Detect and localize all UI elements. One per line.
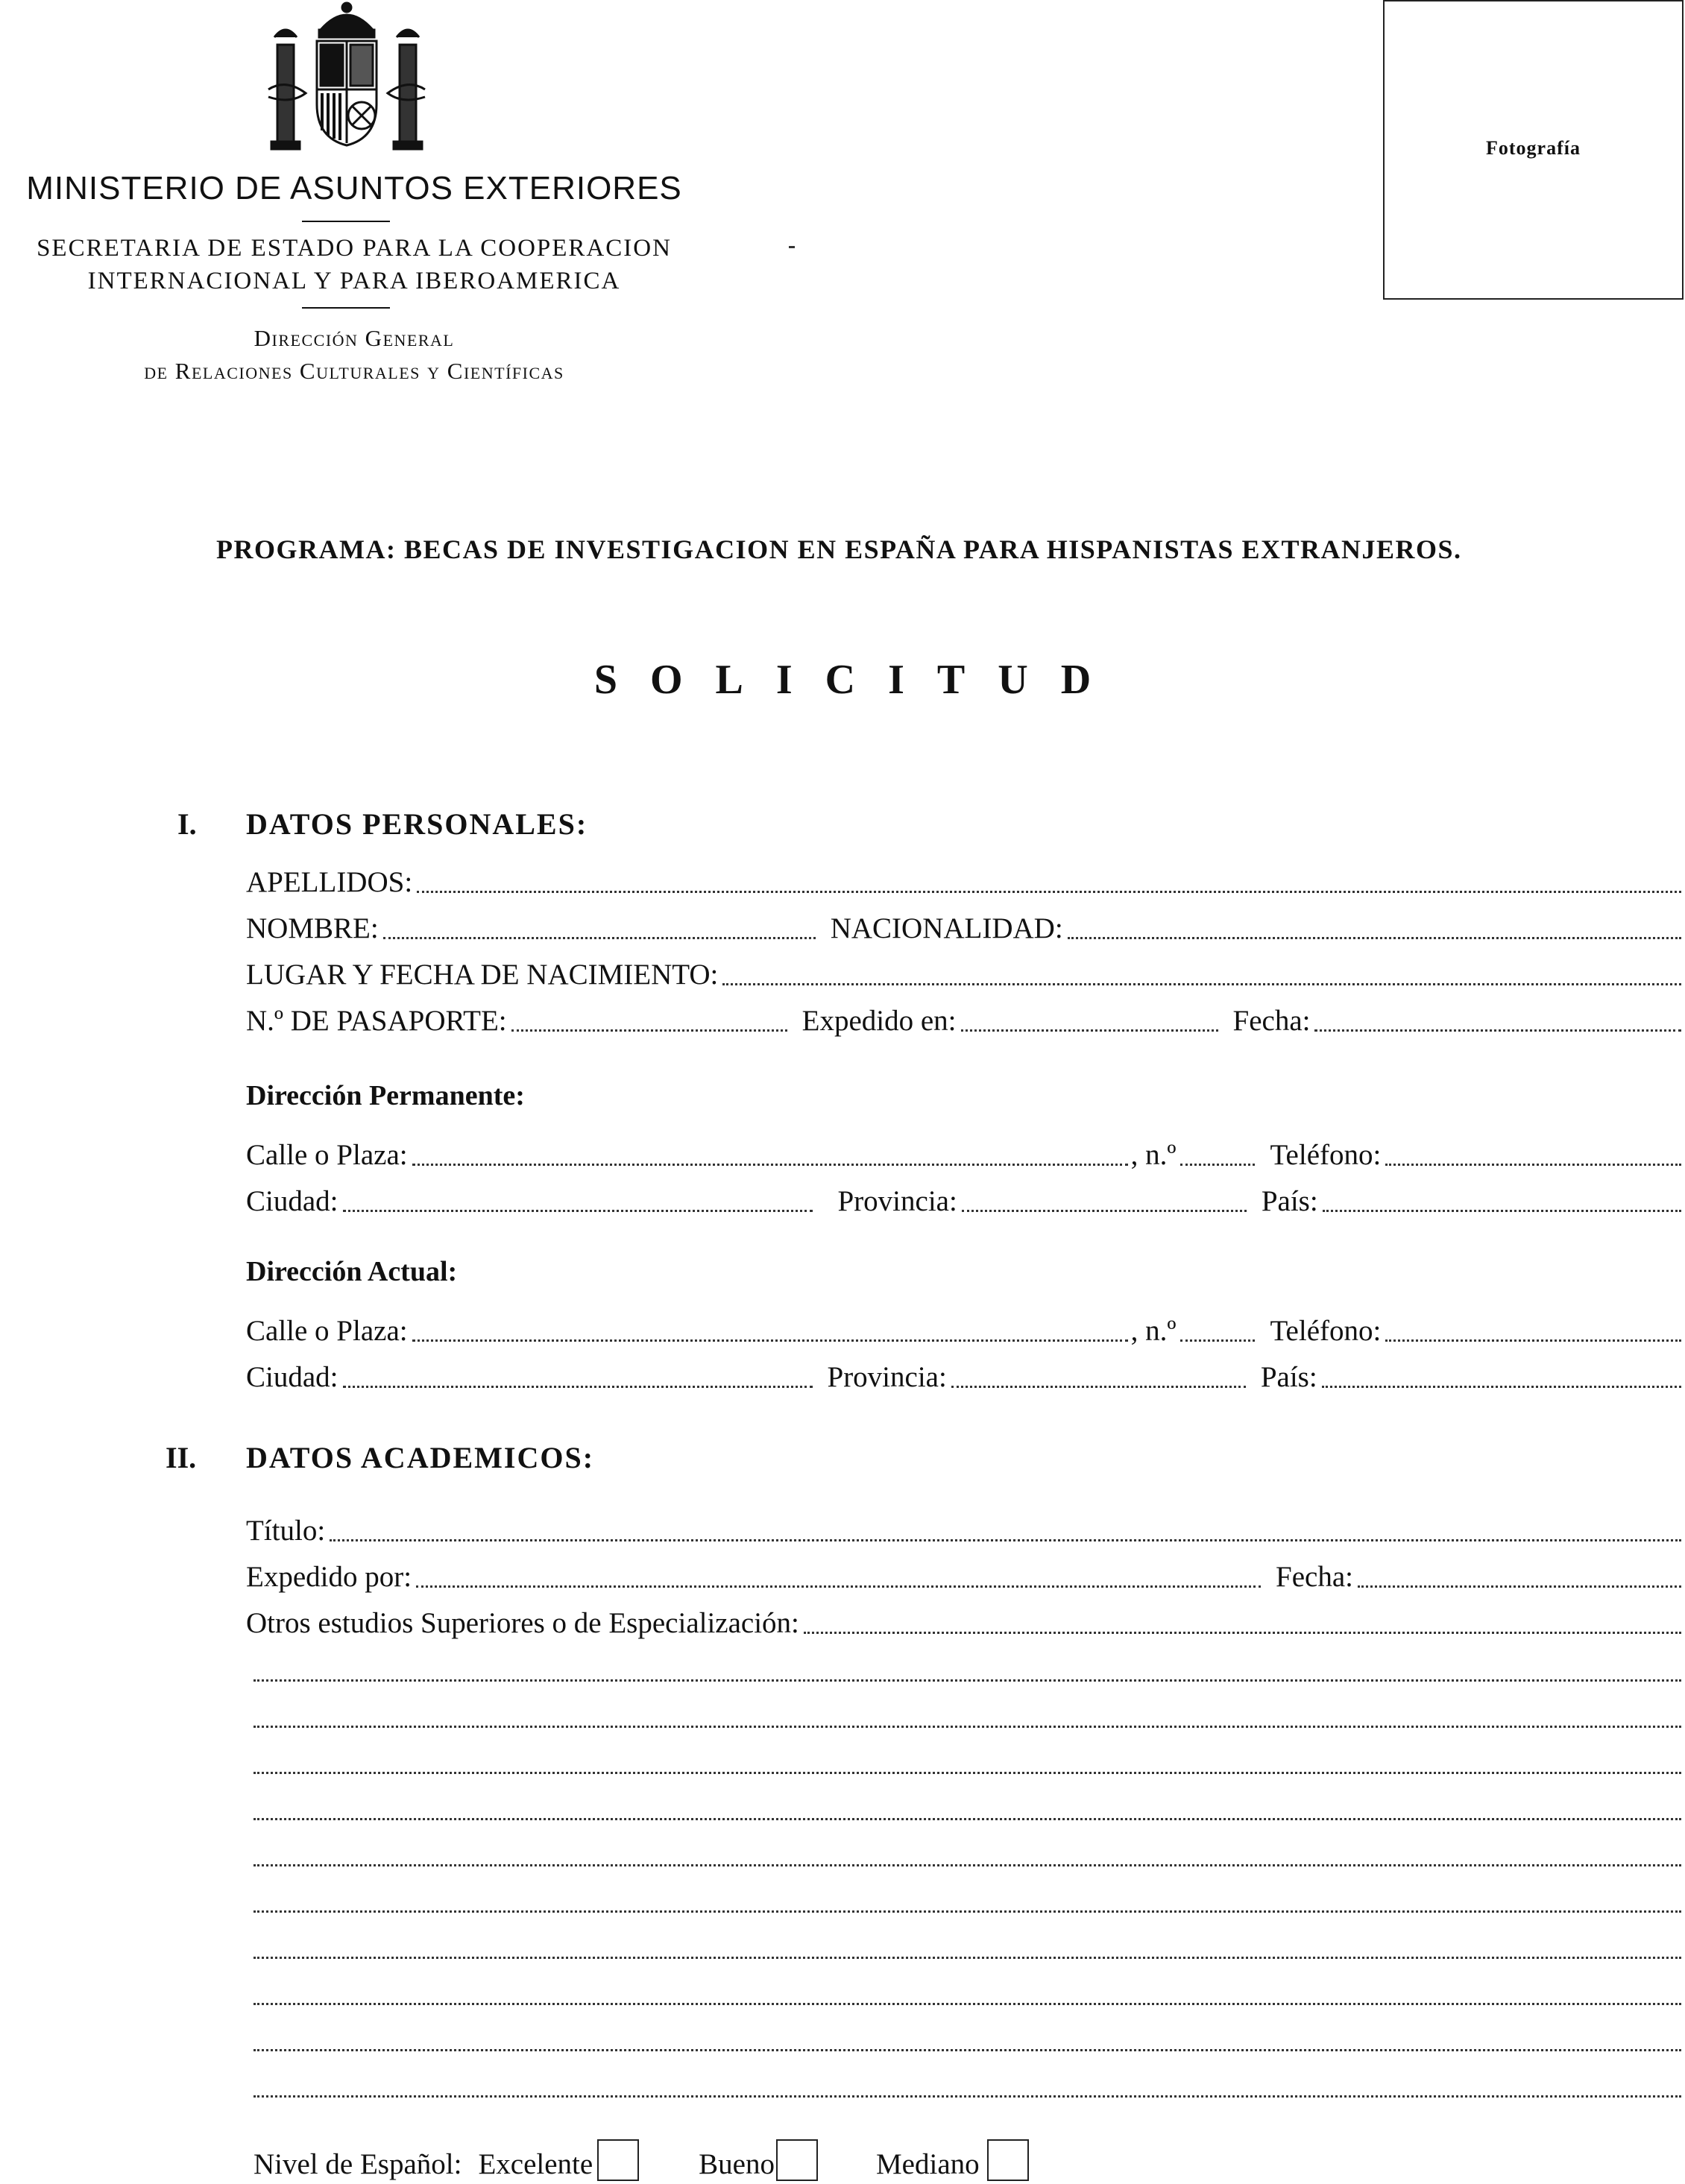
otros-estudios-line[interactable] (253, 1699, 1681, 1734)
otros-estudios-field[interactable] (804, 1632, 1681, 1634)
nivel-excelente-label: Excelente (478, 2148, 593, 2180)
titulo-field[interactable] (330, 1539, 1681, 1541)
perm-ciudad-row (246, 1184, 1681, 1218)
pasaporte-label: N.º DE PASAPORTE: (246, 1005, 507, 1037)
pasaporte-fecha-field[interactable] (1314, 1029, 1681, 1032)
act-calle-row (246, 1313, 1681, 1348)
otros-estudios-line[interactable] (253, 2069, 1681, 2103)
section-2-numeral: II. (166, 1441, 197, 1474)
otros-estudios-line[interactable] (253, 1884, 1681, 1919)
blank-line[interactable] (253, 1726, 1681, 1728)
nivel-espanol-row (253, 2139, 1029, 2181)
section-2-heading: DATOS ACADEMICOS: (246, 1441, 595, 1474)
perm-provincia-field[interactable] (962, 1210, 1247, 1212)
dir-actual-heading: Dirección Actual: (246, 1256, 458, 1287)
coat-of-arms-icon (261, 0, 432, 153)
direccion-general-line-2: de Relaciones Culturales y Científicas (144, 358, 564, 384)
act-calle-field[interactable] (412, 1339, 1128, 1342)
blank-line[interactable] (253, 2049, 1681, 2051)
perm-numero-label: , n.º (1130, 1139, 1177, 1171)
titulo-fecha-label: Fecha: (1276, 1561, 1354, 1593)
nacionalidad-field[interactable] (1068, 937, 1681, 939)
nivel-bueno-label: Bueno (699, 2148, 775, 2180)
form-title: SOLICITUD (593, 657, 1124, 703)
titulo-label: Título: (246, 1515, 326, 1547)
perm-telefono-label: Teléfono: (1270, 1139, 1382, 1171)
blank-line[interactable] (253, 1679, 1681, 1682)
expedido-en-field[interactable] (961, 1029, 1218, 1032)
otros-estudios-label: Otros estudios Superiores o de Especialización: (246, 1607, 799, 1639)
act-telefono-field[interactable] (1385, 1339, 1681, 1342)
apellidos-row (246, 865, 1681, 899)
otros-estudios-line[interactable] (253, 1931, 1681, 1965)
perm-calle-field[interactable] (412, 1164, 1128, 1166)
perm-telefono-field[interactable] (1385, 1164, 1681, 1166)
form-title-wrapper (0, 656, 1685, 704)
expedido-en-label: Expedido en: (801, 1005, 957, 1037)
pasaporte-row (246, 1003, 1681, 1038)
header-divider (302, 307, 390, 309)
section-1-heading: DATOS PERSONALES: (246, 807, 588, 841)
ministry-name: MINISTERIO DE ASUNTOS EXTERIORES (26, 170, 682, 206)
otros-estudios-row (246, 1606, 1681, 1640)
nombre-row (246, 911, 1681, 945)
photo-box[interactable] (1383, 0, 1684, 300)
section-1-numeral: I. (177, 807, 197, 841)
lugar-fecha-label: LUGAR Y FECHA DE NACIMIENTO: (246, 959, 719, 991)
perm-ciudad-field[interactable] (343, 1210, 813, 1212)
titulo-row (246, 1513, 1681, 1547)
act-ciudad-label: Ciudad: (246, 1361, 338, 1393)
lugar-fecha-field[interactable] (722, 983, 1681, 985)
blank-line[interactable] (253, 1910, 1681, 1913)
expedido-por-label: Expedido por: (246, 1561, 412, 1593)
otros-estudios-line[interactable] (253, 1977, 1681, 2011)
otros-estudios-line[interactable] (253, 1653, 1681, 1688)
perm-pais-label: País: (1261, 1185, 1318, 1217)
otros-estudios-line[interactable] (253, 1746, 1681, 1780)
expedido-por-field[interactable] (416, 1585, 1261, 1588)
act-calle-label: Calle o Plaza: (246, 1315, 408, 1347)
pasaporte-fecha-label: Fecha: (1232, 1005, 1311, 1037)
blank-line[interactable] (253, 1818, 1681, 1820)
pasaporte-field[interactable] (511, 1029, 787, 1032)
photo-label: Fotografía (1486, 137, 1581, 159)
perm-calle-row (246, 1137, 1681, 1172)
nacionalidad-label: NACIONALIDAD: (830, 912, 1063, 944)
act-numero-field[interactable] (1180, 1339, 1255, 1342)
act-provincia-field[interactable] (951, 1386, 1246, 1388)
otros-estudios-line[interactable] (253, 2023, 1681, 2057)
otros-estudios-line[interactable] (253, 1838, 1681, 1872)
blank-line[interactable] (253, 1864, 1681, 1866)
blank-line[interactable] (253, 1957, 1681, 1959)
act-ciudad-row (246, 1360, 1681, 1394)
expedido-por-row (246, 1559, 1681, 1594)
stray-mark (789, 246, 795, 248)
blank-line[interactable] (253, 2003, 1681, 2005)
secretaria-line-2: INTERNACIONAL Y PARA IBEROAMERICA (87, 268, 621, 294)
nombre-field[interactable] (383, 937, 816, 939)
act-provincia-label: Provincia: (827, 1361, 947, 1393)
titulo-fecha-field[interactable] (1358, 1585, 1681, 1588)
program-heading: PROGRAMA: BECAS DE INVESTIGACION EN ESPAÑA PARA HISPANISTAS EXTRANJEROS. (216, 534, 1462, 564)
nivel-mediano-checkbox[interactable] (987, 2139, 1029, 2181)
perm-calle-label: Calle o Plaza: (246, 1139, 408, 1171)
lugar-fecha-row (246, 957, 1681, 991)
act-pais-field[interactable] (1322, 1386, 1681, 1388)
nombre-label: NOMBRE: (246, 912, 379, 944)
dir-permanente-heading: Dirección Permanente: (246, 1080, 525, 1111)
perm-provincia-label: Provincia: (837, 1185, 957, 1217)
apellidos-label: APELLIDOS: (246, 866, 413, 898)
direccion-general-line-1: Dirección General (253, 325, 455, 351)
perm-numero-field[interactable] (1180, 1164, 1255, 1166)
otros-estudios-line[interactable] (253, 1792, 1681, 1826)
apellidos-field[interactable] (417, 891, 1681, 893)
perm-pais-field[interactable] (1323, 1210, 1681, 1212)
secretaria-line-1: SECRETARIA DE ESTADO PARA LA COOPERACION (37, 235, 672, 262)
header-divider (302, 221, 390, 222)
act-pais-label: País: (1260, 1361, 1317, 1393)
act-numero-label: , n.º (1130, 1315, 1177, 1347)
blank-line[interactable] (253, 1772, 1681, 1774)
act-ciudad-field[interactable] (343, 1386, 813, 1388)
nivel-excelente-checkbox[interactable] (597, 2139, 639, 2181)
perm-ciudad-label: Ciudad: (246, 1185, 338, 1217)
blank-line[interactable] (253, 2095, 1681, 2098)
nivel-espanol-label: Nivel de Español: (253, 2148, 462, 2180)
nivel-bueno-checkbox[interactable] (776, 2139, 818, 2181)
nivel-mediano-label: Mediano (876, 2148, 980, 2180)
act-telefono-label: Teléfono: (1270, 1315, 1382, 1347)
